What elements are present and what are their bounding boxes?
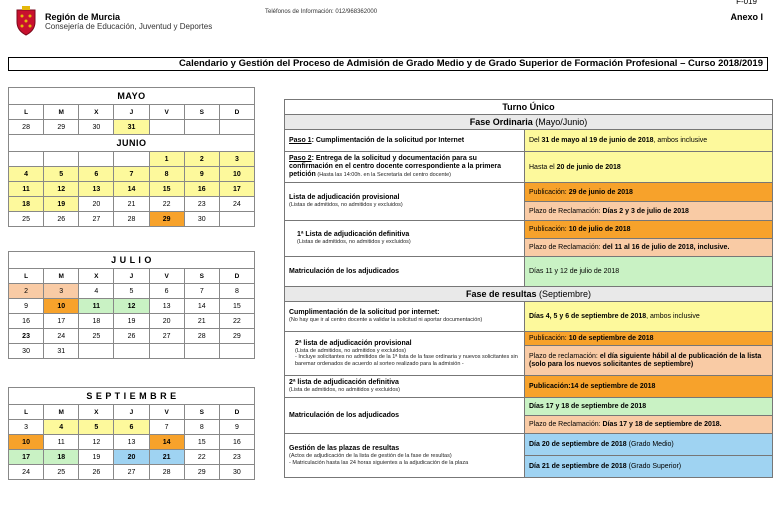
weekday-header: D <box>219 269 254 284</box>
calendar-day: 23 <box>219 450 254 465</box>
res-prov-publication <box>525 332 773 346</box>
gest-title: Gestión de las plazas de resultas <box>289 445 400 452</box>
paso1-date-prefix: Del <box>529 137 542 144</box>
calendar-empty-cell <box>149 344 184 359</box>
weekday-header: S <box>184 105 219 120</box>
calendar-day: 29 <box>184 465 219 480</box>
calendar-day: 30 <box>79 120 114 135</box>
def1-list-title: 1ª Lista de adjudicación definitiva <box>297 231 410 239</box>
calendar-day: 4 <box>9 167 44 182</box>
prov-list-title: Lista de adjudicación provisional <box>289 194 400 202</box>
def1-rec-label: Plazo de Reclamación: <box>529 244 603 251</box>
calendar-day: 3 <box>9 420 44 435</box>
paso2-date <box>525 152 773 183</box>
calendar-day: 22 <box>184 450 219 465</box>
calendar-empty-cell <box>219 344 254 359</box>
calendar-empty-cell <box>79 152 114 167</box>
calendar-day: 7 <box>149 420 184 435</box>
calendar-day: 21 <box>184 314 219 329</box>
res-matr-date-value: Días 17 y 18 de septiembre de 2018 <box>529 403 647 410</box>
calendar-day: 2 <box>9 284 44 299</box>
calendar-day: 19 <box>44 197 79 212</box>
res-prov-activity <box>285 332 525 376</box>
res-prov-pub-label: Publicación: <box>529 335 569 342</box>
calendar-day: 27 <box>79 212 114 227</box>
calendar-day: 18 <box>79 314 114 329</box>
calendar-day: 30 <box>9 344 44 359</box>
calendar-day: 8 <box>184 420 219 435</box>
weekday-header: V <box>149 105 184 120</box>
calendar-day: 22 <box>149 197 184 212</box>
prov-rec-date: Días 2 y 3 de julio de 2018 <box>602 207 689 215</box>
calendar-day: 29 <box>219 329 254 344</box>
calendar-mayo-junio <box>8 87 255 227</box>
matr1-date-value: Días 11 y 12 de julio de 2018 <box>529 268 620 275</box>
gest-gm-date: Día 20 de septiembre de 2018 <box>529 441 627 448</box>
weekday-header: V <box>149 269 184 284</box>
calendar-day: 8 <box>149 167 184 182</box>
calendar-empty-cell <box>114 152 149 167</box>
calendar-day: 23 <box>184 197 219 212</box>
calendar-day: 13 <box>149 299 184 314</box>
res-matr-date <box>525 398 773 416</box>
calendar-day: 5 <box>79 420 114 435</box>
form-code: F-019 <box>736 0 757 6</box>
calendar-day: 6 <box>149 284 184 299</box>
calendar-day: 17 <box>219 182 254 197</box>
res-def-title: 2ª lista de adjudicación definitiva <box>289 379 399 387</box>
calendar-empty-cell <box>149 120 184 135</box>
month-name: J U L I O <box>9 252 255 269</box>
calendar-day: 5 <box>44 167 79 182</box>
calendar-day: 27 <box>149 329 184 344</box>
res-prov-rec-label: Plazo de reclamación: <box>529 352 600 360</box>
weekday-header: L <box>9 269 44 284</box>
calendar-day: 6 <box>79 167 114 182</box>
calendar-empty-cell <box>114 344 149 359</box>
calendar-day: 24 <box>219 197 254 212</box>
res-def-note: (Lista de admitidos, no admitidos y excluidos) <box>289 387 400 394</box>
calendar-day: 18 <box>44 450 79 465</box>
calendar-day: 20 <box>149 314 184 329</box>
prov-list-claim <box>525 202 773 221</box>
weekday-header: S <box>184 269 219 284</box>
calendar-day: 26 <box>44 212 79 227</box>
def1-pub-date: 10 de julio de 2018 <box>568 226 631 233</box>
calendar-day: 12 <box>44 182 79 197</box>
calendar-day: 4 <box>44 420 79 435</box>
month-name: MAYO <box>9 88 255 105</box>
prov-pub-label: Publicación: <box>529 188 569 196</box>
region-name: Región de Murcia <box>45 12 121 22</box>
gest-grado-superior <box>525 456 773 478</box>
calendar-day: 21 <box>114 197 149 212</box>
page-header <box>0 0 773 52</box>
res-matr-activity <box>285 398 525 434</box>
prov-list-publication <box>525 183 773 202</box>
prov-list-activity <box>285 183 525 221</box>
calendar-day: 19 <box>114 314 149 329</box>
calendar-empty-cell <box>44 152 79 167</box>
calendar-day: 9 <box>184 167 219 182</box>
paso1-text: : Cumplimentación de la solicitud por Internet <box>311 136 465 144</box>
calendar-day: 15 <box>149 182 184 197</box>
calendar-day: 10 <box>9 435 44 450</box>
gest-gs-label: (Grado Superior) <box>626 463 682 470</box>
matr1-activity <box>285 257 525 287</box>
paso1-date-suffix: , ambos inclusive <box>653 137 708 144</box>
calendar-day: 24 <box>44 329 79 344</box>
calendar-day: 12 <box>114 299 149 314</box>
fase-resultas-title: Fase de resultas <box>465 289 537 299</box>
calendar-day: 21 <box>149 450 184 465</box>
calendar-day: 16 <box>184 182 219 197</box>
calendar-empty-cell <box>219 120 254 135</box>
res-sol-date-range: Días 4, 5 y 6 de septiembre de 2018 <box>529 313 647 320</box>
calendar-julio <box>8 251 255 359</box>
weekday-header: X <box>79 405 114 420</box>
calendar-day: 30 <box>184 212 219 227</box>
gest-activity <box>285 434 525 478</box>
calendar-day: 10 <box>219 167 254 182</box>
weekday-header: X <box>79 269 114 284</box>
paso1-date <box>525 130 773 152</box>
calendar-day: 25 <box>9 212 44 227</box>
weekday-header: M <box>44 269 79 284</box>
def1-pub-label: Publicación: <box>529 226 569 233</box>
calendar-day: 22 <box>219 314 254 329</box>
weekday-header: D <box>219 105 254 120</box>
paso1-activity <box>285 130 525 152</box>
res-sol-activity <box>285 302 525 332</box>
calendar-day: 31 <box>44 344 79 359</box>
calendar-day: 20 <box>79 197 114 212</box>
res-matr-rec-label: Plazo de Reclamación: <box>529 421 603 428</box>
calendar-day: 8 <box>219 284 254 299</box>
calendar-day: 31 <box>114 120 149 135</box>
paso2-label: Paso 2 <box>289 155 312 162</box>
paso2-note: (Hasta las 14:00h. en la Secretaría del centro docente) <box>315 172 451 178</box>
res-sol-title: Cumplimentación de la solicitud por internet: <box>289 309 440 317</box>
calendar-day: 19 <box>79 450 114 465</box>
weekday-header: J <box>114 405 149 420</box>
calendar-day: 14 <box>149 435 184 450</box>
res-prov-claim <box>525 346 773 376</box>
paso1-date-range: 31 de mayo al 19 de junio de 2018 <box>541 137 654 144</box>
calendar-day: 4 <box>79 284 114 299</box>
calendar-day: 3 <box>219 152 254 167</box>
fase-ordinaria-period: (Mayo/Junio) <box>532 117 588 127</box>
consejeria-name: Consejería de Educación, Juventud y Deportes <box>45 22 213 31</box>
def1-list-publication <box>525 221 773 239</box>
calendar-day: 11 <box>44 435 79 450</box>
res-sol-date-suffix: , ambos inclusive <box>646 313 700 320</box>
calendar-day: 7 <box>114 167 149 182</box>
calendar-day: 10 <box>44 299 79 314</box>
res-def-pub-date: Publicación:14 de septiembre de 2018 <box>529 383 656 390</box>
res-matr-title: Matriculación de los adjudicados <box>289 411 400 419</box>
calendar-day: 15 <box>184 435 219 450</box>
calendar-day: 26 <box>114 329 149 344</box>
gest-gm-label: (Grado Medio) <box>626 441 674 448</box>
calendar-day: 1 <box>149 152 184 167</box>
gest-note: (Actos de adjudicación de la lista de gestión de la fase de resultas) <box>289 453 452 459</box>
fase-resultas-period: (Septiembre) <box>536 289 592 299</box>
paso2-date-prefix: Hasta el <box>529 163 557 171</box>
calendar-day: 7 <box>184 284 219 299</box>
calendar-day: 15 <box>219 299 254 314</box>
calendar-day: 30 <box>219 465 254 480</box>
res-sol-date <box>525 302 773 332</box>
weekday-header: M <box>44 105 79 120</box>
prov-list-note: (Listas de admitidos, no admitidos y excluidos) <box>289 202 403 209</box>
res-prov-detail: - Incluye solicitantes no admitidos de la 1ª lista de la fase ordinaria y nuevos solicitantes sin baremar ordenados de acuerdo al sorteo realizado para la admisión - <box>295 354 518 367</box>
calendar-day: 11 <box>79 299 114 314</box>
def1-list-activity <box>285 221 525 257</box>
weekday-header: S <box>184 405 219 420</box>
calendar-empty-cell <box>184 344 219 359</box>
matr1-date <box>525 257 773 287</box>
calendar-day: 3 <box>44 284 79 299</box>
prov-rec-label: Plazo de Reclamación: <box>529 207 603 215</box>
calendar-day: 14 <box>114 182 149 197</box>
month-name: S E P T I E M B R E <box>9 388 255 405</box>
calendar-day: 29 <box>44 120 79 135</box>
calendar-day: 20 <box>114 450 149 465</box>
def1-list-claim <box>525 239 773 257</box>
annex-label: Anexo I <box>730 12 763 22</box>
calendar-day: 28 <box>9 120 44 135</box>
weekday-header: L <box>9 405 44 420</box>
res-matr-claim <box>525 416 773 434</box>
res-prov-title: 2ª lista de adjudicación provisional <box>295 339 412 347</box>
gest-detail: - Matriculación hasta las 24 horas siguientes a la adjudicación de la plaza <box>289 459 469 466</box>
calendar-empty-cell <box>79 344 114 359</box>
calendar-day: 28 <box>149 465 184 480</box>
paso2-activity <box>285 152 525 183</box>
calendar-day: 18 <box>9 197 44 212</box>
calendar-empty-cell <box>219 212 254 227</box>
res-def-activity <box>285 376 525 398</box>
gest-gs-date: Día 21 de septiembre de 2018 <box>529 463 627 470</box>
calendar-day: 2 <box>184 152 219 167</box>
admission-process-table <box>284 99 773 478</box>
region-crest-icon <box>14 6 38 36</box>
calendar-day: 25 <box>79 329 114 344</box>
res-def-publication <box>525 376 773 398</box>
weekday-header: D <box>219 405 254 420</box>
res-sol-note: (No hay que ir al centro docente a validar la solicitud ni aportar documentación) <box>289 317 483 324</box>
paso1-label: Paso 1 <box>289 136 312 144</box>
prov-pub-date: 29 de junio de 2018 <box>568 188 633 196</box>
calendar-day: 13 <box>114 435 149 450</box>
paso2-date-value: 20 de junio de 2018 <box>556 163 621 171</box>
info-phone: Teléfonos de Información: 012/968362000 <box>265 9 378 15</box>
calendar-day: 13 <box>79 182 114 197</box>
calendar-day: 28 <box>184 329 219 344</box>
weekday-header: M <box>44 405 79 420</box>
calendar-day: 11 <box>9 182 44 197</box>
weekday-header: L <box>9 105 44 120</box>
month-name: JUNIO <box>9 135 255 152</box>
def1-rec-date: del 11 al 16 de julio de 2018, inclusive. <box>602 244 730 251</box>
calendar-empty-cell <box>184 120 219 135</box>
calendar-day: 16 <box>9 314 44 329</box>
weekday-header: J <box>114 269 149 284</box>
res-prov-note: (Lista de admitidos, no admitidos y excluidos) <box>295 347 406 354</box>
calendar-septiembre <box>8 387 255 480</box>
calendar-day: 23 <box>9 329 44 344</box>
document-title: Calendario y Gestión del Proceso de Admisión de Grado Medio y de Grado Superior de Formación Profesional – Curso 2018/2019 <box>8 57 768 71</box>
calendar-day: 24 <box>9 465 44 480</box>
calendar-day: 5 <box>114 284 149 299</box>
res-matr-rec-date: Días 17 y 18 de septiembre de 2018. <box>602 421 722 428</box>
def1-list-note: (Listas de admitidos, no admitidos y excluidos) <box>297 239 411 246</box>
calendar-empty-cell <box>9 152 44 167</box>
calendar-day: 16 <box>219 435 254 450</box>
res-prov-rec-text: el día siguiente hábil al de publicación de la lista (solo para los nuevos solicitantes de septiembre) <box>529 352 762 368</box>
calendar-day: 25 <box>44 465 79 480</box>
matr1-title: Matriculación de los adjudicados <box>289 267 400 275</box>
weekday-header: V <box>149 405 184 420</box>
calendar-day: 27 <box>114 465 149 480</box>
weekday-header: X <box>79 105 114 120</box>
calendar-day: 6 <box>114 420 149 435</box>
calendar-day: 9 <box>219 420 254 435</box>
calendar-day: 17 <box>9 450 44 465</box>
fase-ordinaria-title: Fase Ordinaria <box>469 117 533 127</box>
calendar-day: 14 <box>184 299 219 314</box>
calendar-day: 26 <box>79 465 114 480</box>
gest-grado-medio <box>525 434 773 456</box>
cal-body <box>9 252 255 359</box>
calendar-day: 9 <box>9 299 44 314</box>
fase-ordinaria-heading <box>285 115 773 130</box>
res-prov-pub-date: 10 de septiembre de 2018 <box>568 335 654 342</box>
cal-body <box>9 88 255 227</box>
fase-resultas-heading <box>285 287 773 302</box>
weekday-header: J <box>114 105 149 120</box>
calendar-day: 28 <box>114 212 149 227</box>
calendar-day: 12 <box>79 435 114 450</box>
cal-body <box>9 388 255 480</box>
turno-heading: Turno Único <box>285 100 773 115</box>
calendar-day: 29 <box>149 212 184 227</box>
paso2-text: : Entrega de la solicitud y documentación para su confirmación en el centro docente correspondiente a la primera petición <box>289 155 502 178</box>
calendar-day: 17 <box>44 314 79 329</box>
